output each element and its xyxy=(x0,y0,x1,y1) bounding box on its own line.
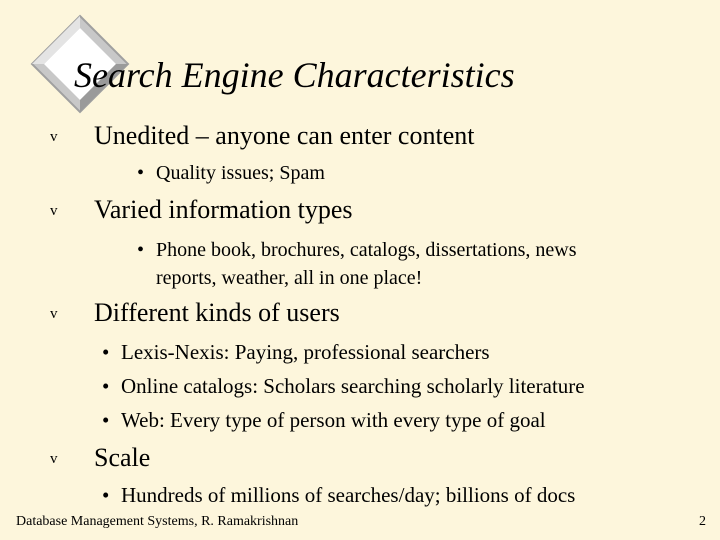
sub-bullet-text: Quality issues; Spam xyxy=(156,162,325,184)
bullet-text: Unedited – anyone can enter content xyxy=(94,121,475,150)
sub-bullet-text: Web: Every type of person with every type of goal xyxy=(121,408,546,432)
sub-marker: • xyxy=(102,408,110,432)
sub-bullet-hundreds xyxy=(102,478,575,512)
sub-marker: • xyxy=(102,340,110,364)
sub-bullet-web xyxy=(102,403,585,437)
bullet-text: Different kinds of users xyxy=(94,298,340,327)
bullet-marker: v xyxy=(50,451,58,467)
bullet-unedited xyxy=(50,121,474,151)
sub-bullet-quality xyxy=(137,161,325,185)
sub-bullet-online-catalogs xyxy=(102,369,585,403)
sub-marker: • xyxy=(137,162,145,184)
bullet-users xyxy=(50,298,340,328)
sub-bullet-text-continued: reports, weather, all in one place! xyxy=(156,267,423,289)
sub-bullet-list-users xyxy=(102,335,585,437)
sub-marker: • xyxy=(102,483,110,507)
sub-marker: • xyxy=(137,239,145,261)
bullet-text: Varied information types xyxy=(94,195,353,224)
bullet-marker: v xyxy=(50,203,58,219)
sub-bullet-lexis-nexis xyxy=(102,335,585,369)
bullet-marker: v xyxy=(50,306,58,322)
sub-bullet-text: Lexis-Nexis: Paying, professional searchers xyxy=(121,340,490,364)
bullet-text: Scale xyxy=(94,443,151,472)
sub-marker: • xyxy=(102,374,110,398)
sub-bullet-text: Hundreds of millions of searches/day; billions of docs xyxy=(121,483,576,507)
page-number: 2 xyxy=(699,514,706,529)
bullet-varied xyxy=(50,195,353,225)
bullet-marker: v xyxy=(50,129,58,145)
slide-footer: Database Management Systems, R. Ramakrishnan xyxy=(16,514,299,529)
sub-bullet-text: Phone book, brochures, catalogs, dissertations, news xyxy=(156,239,577,261)
sub-bullet-phone-book xyxy=(137,236,576,292)
bullet-scale xyxy=(50,443,150,473)
sub-bullet-text: Online catalogs: Scholars searching scholarly literature xyxy=(121,374,585,398)
slide-title: Search Engine Characteristics xyxy=(74,55,515,95)
